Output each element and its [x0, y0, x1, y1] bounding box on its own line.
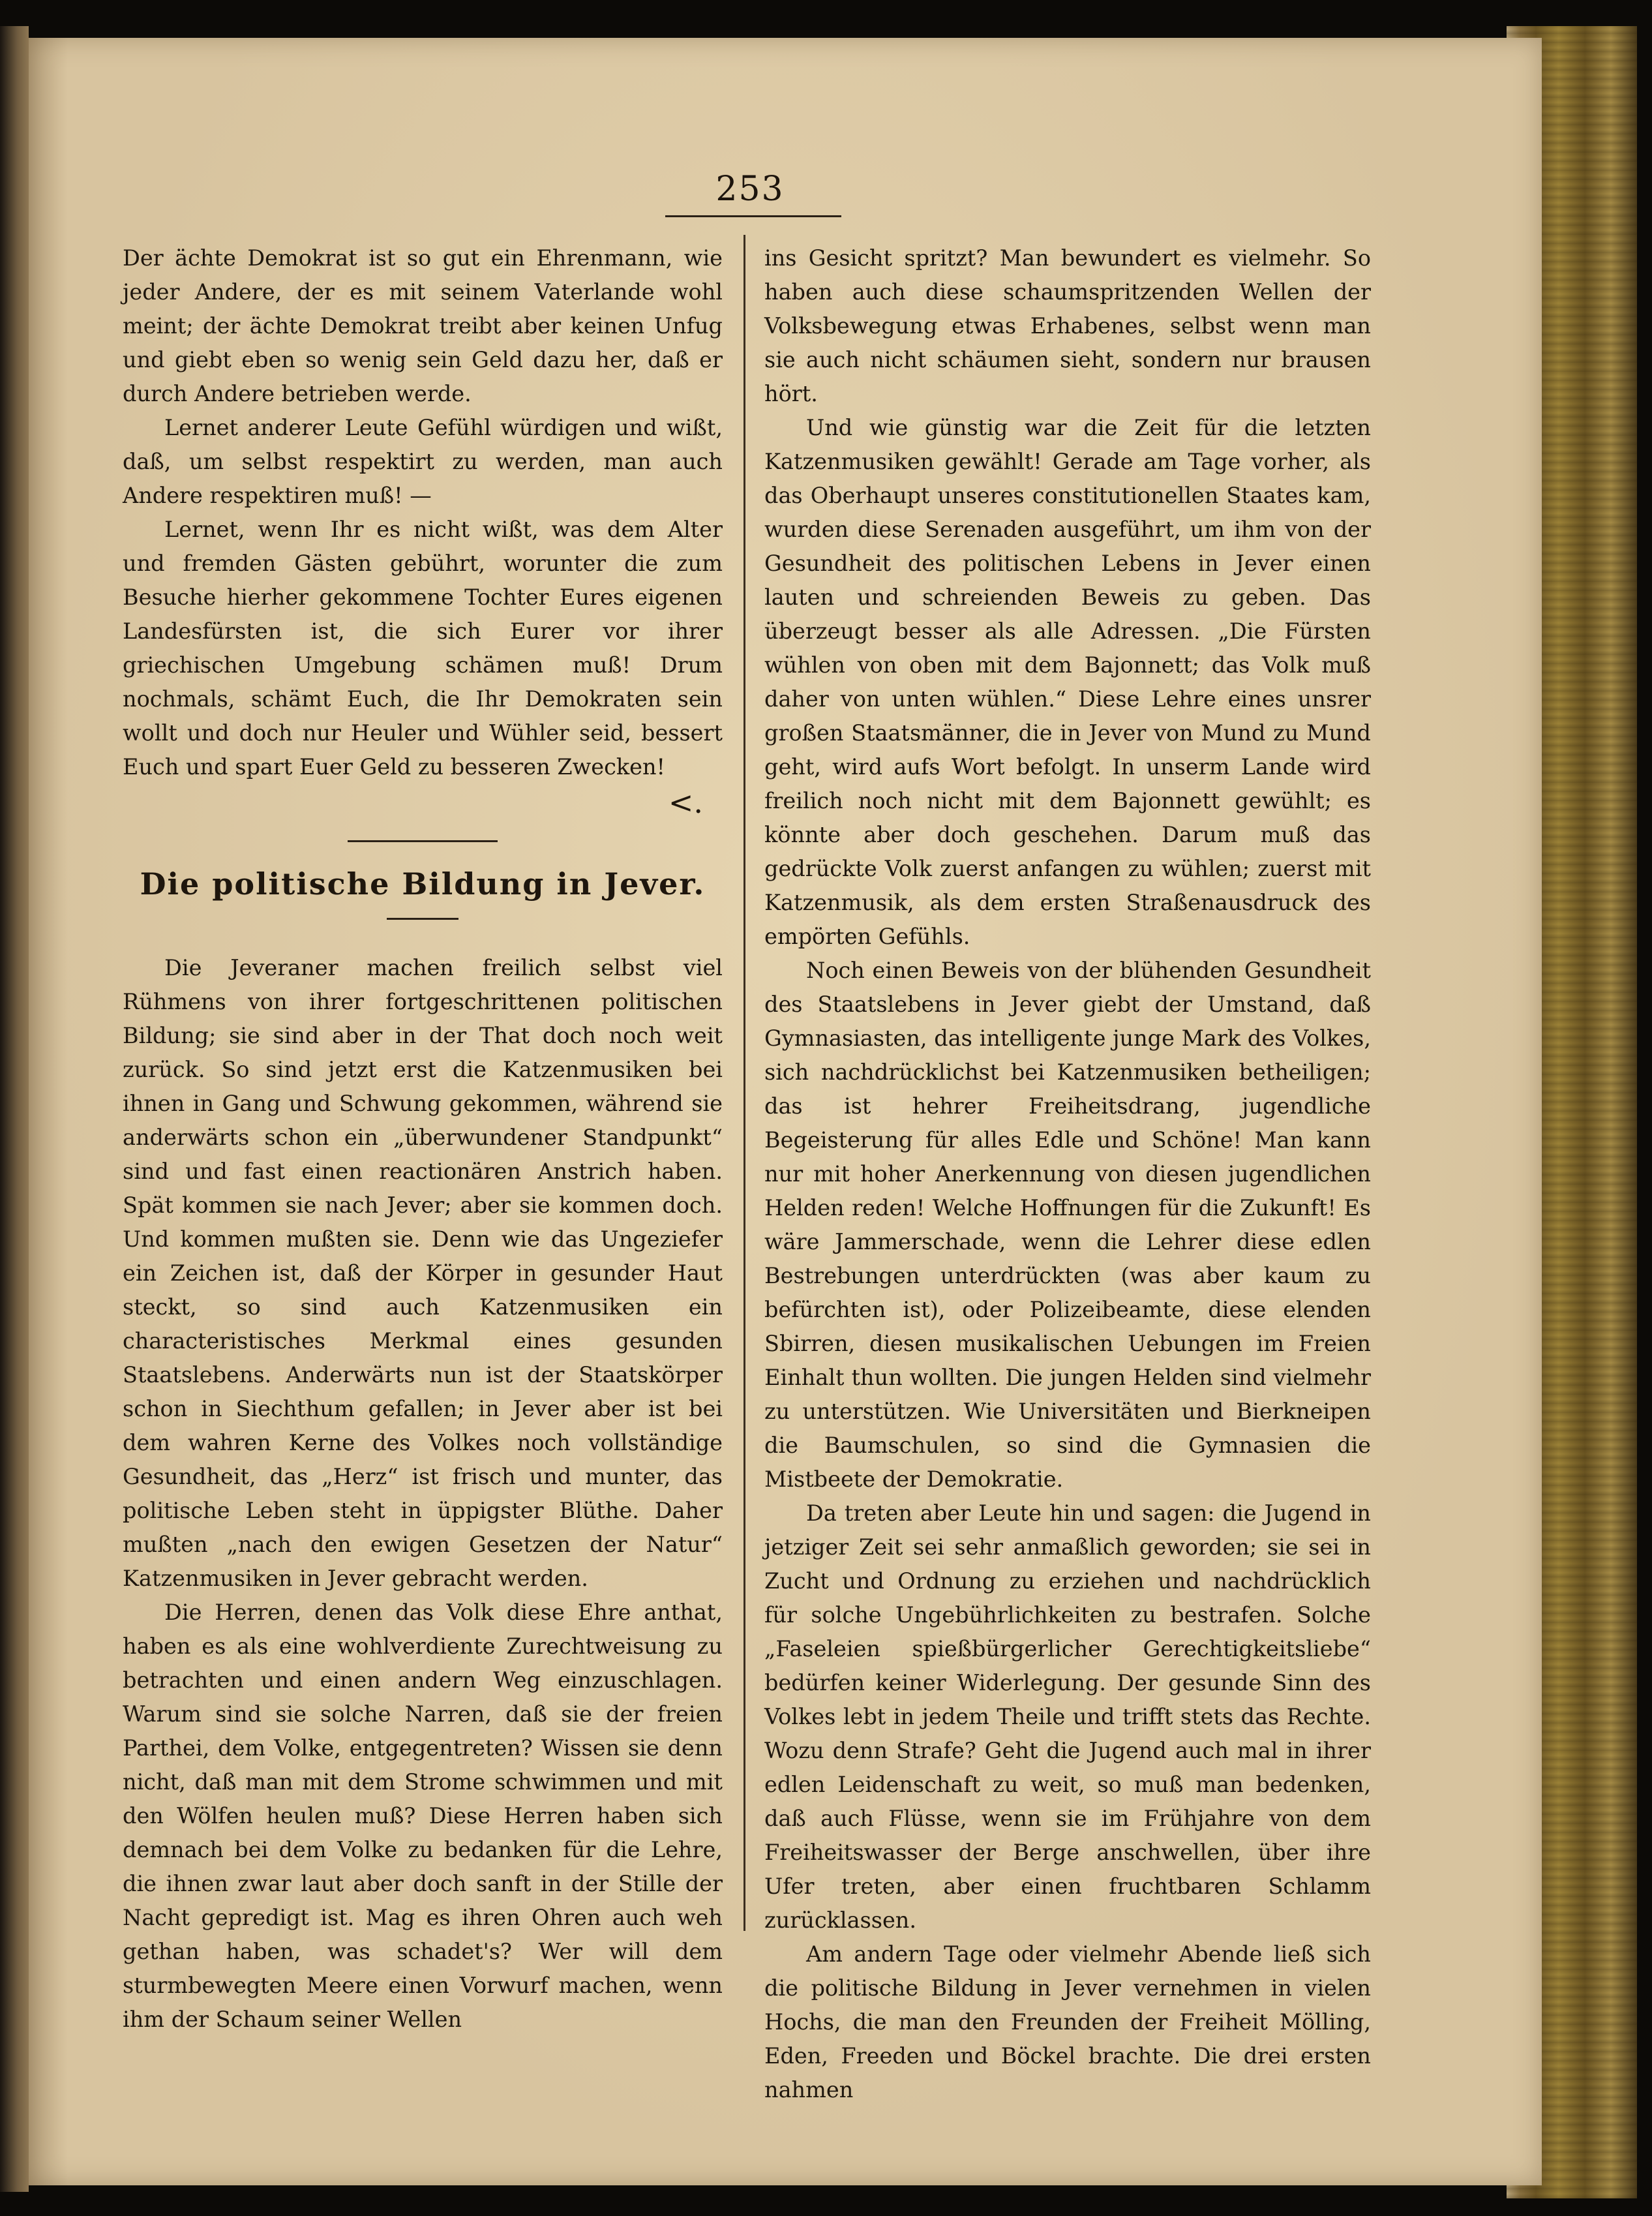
- right-paragraph-5: Am andern Tage oder vielmehr Abende ließ sich die politische Bildung in Jever vernehmen in vielen Hochs, die man den Freunden der Freiheit Mölling, Eden, Freeden und Böckel brachte. Die drei ersten nahmen: [764, 1941, 1371, 2102]
- header-rule: [665, 215, 841, 217]
- right-paragraph-1: ins Gesicht spritzt? Man bewundert es vielmehr. So haben auch diese schaumspritzenden Wellen der Volksbewegung etwas Erhabenes, selbst wenn man sie auch nicht schäumen sieht, sondern nur brausen hört.: [764, 245, 1371, 406]
- right-paragraph-3: Noch einen Beweis von der blühenden Gesundheit des Staatslebens in Jever giebt der Umstand, daß Gymnasiasten, das intelligente junge Mark des Volkes, sich nachdrücklichst bei Katzenmusiken betheiligen; das ist hehrer Freiheitsdrang, jugendliche Begeisterung für alles Edle und Schöne! Man kann nur mit hoher Anerkennung von diesen jugendlichen Helden reden! Welche Hoffnungen für die Zukunft! Es wäre Jammerschade, wenn die Lehrer diese edlen Bestrebungen unterdrückten (was aber kaum zu befürchten ist), oder Polizeibeamte, diese elenden Sbirren, diesen musikalischen Uebungen im Freien Einhalt thun wollten. Die jungen Helden sind vielmehr zu unterstützen. Wie Universitäten und Bierkneipen die Baumschulen, so sind die Gymnasien die Mistbeete der Demokratie.: [764, 958, 1371, 1492]
- column-divider: [743, 235, 745, 1931]
- right-paragraph-4: Da treten aber Leute hin und sagen: die Jugend in jetziger Zeit sei sehr anmaßlich geworden; sie sei in Zucht und Ordnung zu erziehen und nachdrücklich für solche Ungebührlichkeiten zu bestrafen. Solche „Faseleien spießbürgerlicher Gerechtigkeitsliebe“ bedürfen keiner Widerlegung. Der gesunde Sinn des Volkes lebt in jedem Theile und trifft stets das Rechte. Wozu denn Strafe? Geht die Jugend auch mal in ihrer edlen Leidenschaft zu weit, so muß man bedenken, daß auch Flüsse, wenn sie im Frühjahre von dem Freiheitswasser der Berge anschwellen, über ihre Ufer treten, aber einen fruchtbaren Schlamm zurücklassen.: [764, 1500, 1371, 1933]
- article-paragraph-1: Die Jeveraner machen freilich selbst viel Rühmens von ihrer fortgeschrittenen politischen Bildung; sie sind aber in der That doch noch weit zurück. So sind jetzt erst die Katzenmusiken bei ihnen in Gang und Schwung gekommen, während sie anderwärts schon ein „überwundener Standpunkt“ sind und fast einen reactionären Anstrich haben. Spät kommen sie nach Jever; aber sie kommen doch. Und kommen mußten sie. Denn wie das Ungeziefer ein Zeichen ist, daß der Körper in gesunder Haut steckt, so sind auch Katzenmusiken ein characteristisches Merkmal eines gesunden Staatslebens. Anderwärts nun ist der Staatskörper schon in Siechthum gefallen; in Jever aber ist bei dem wahren Kerne des Volkes noch vollständige Gesundheit, das „Herz“ ist frisch und munter, das politische Leben steht in üppigster Blüthe. Daher mußten „nach den ewigen Gesetzen der Natur“ Katzenmusiken in Jever gebracht werden.: [123, 955, 723, 1591]
- article-paragraph-2: Die Herren, denen das Volk diese Ehre anthat, haben es als eine wohlverdiente Zurechtweisung zu betrachten und einen andern Weg einzuschlagen. Warum sind sie solche Narren, daß sie der freien Parthei, dem Volke, entgegentreten? Wissen sie denn nicht, daß man mit dem Strome schwimmen und mit den Wölfen heulen muß? Diese Herren haben sich demnach bei dem Volke zu bedanken für die Lehre, die ihnen zwar laut aber doch sanft in der Stille der Nacht gepredigt ist. Mag es ihren Ohren auch weh gethan haben, was schadet's? Wer will dem sturmbewegten Meere einen Vorwurf machen, wenn ihm der Schaum seiner Wellen: [123, 1600, 723, 2032]
- left-paragraph-1: Der ächte Demokrat ist so gut ein Ehrenmann, wie jeder Andere, der es mit seinem Vaterlande wohl meint; der ächte Demokrat treibt aber keinen Unfug und giebt eben so wenig sein Geld dazu her, daß er durch Andere betrieben werde.: [123, 245, 723, 406]
- right-column: [764, 241, 1371, 2107]
- left-paragraph-3: Lernet, wenn Ihr es nicht wißt, was dem Alter und fremden Gästen gebührt, worunter die zum Besuche hierher gekommene Tochter Eures eigenen Landesfürsten ist, die sich Eurer vor ihrer griechischen Umgebung schämen muß! Drum nochmals, schämt Euch, die Ihr Demokraten sein wollt und doch nur Heuler und Wühler seid, bessert Euch und spart Euer Geld zu besseren Zwecken!: [123, 517, 723, 780]
- author-signature: <.: [668, 785, 703, 820]
- heading-rule: [387, 918, 458, 920]
- right-paragraph-2: Und wie günstig war die Zeit für die letzten Katzenmusiken gewählt! Gerade am Tage vorher, als das Oberhaupt unseres constitutionellen Staates kam, wurden diese Serenaden ausgeführt, um ihm von der Gesundheit des politischen Lebens in Jever einen lauten und schreienden Beweis zu geben. Das überzeugt besser als alle Adressen. „Die Fürsten wühlen von oben mit dem Bajonnett; das Volk muß daher von unten wühlen.“ Diese Lehre eines unsrer großen Staatsmänner, die in Jever von Mund zu Mund geht, wird aufs Wort befolgt. In unserm Lande wird freilich noch nicht mit dem Bajonnett gewühlt; es könnte aber doch geschehen. Darum muß das gedrückte Volk zuerst anfangen zu wühlen; zuerst mit Katzenmusik, als dem ersten Straßenausdruck des empörten Gefühls.: [764, 415, 1371, 949]
- left-column: [123, 241, 723, 2037]
- previous-page-edge: [0, 26, 29, 2192]
- section-divider: [348, 840, 498, 842]
- left-paragraph-2: Lernet anderer Leute Gefühl würdigen und wißt, daß, um selbst respektirt zu werden, man auch Andere respektiren muß! —: [123, 415, 723, 508]
- article-heading: Die politische Bildung in Jever.: [140, 866, 706, 902]
- page-number: 253: [715, 170, 785, 209]
